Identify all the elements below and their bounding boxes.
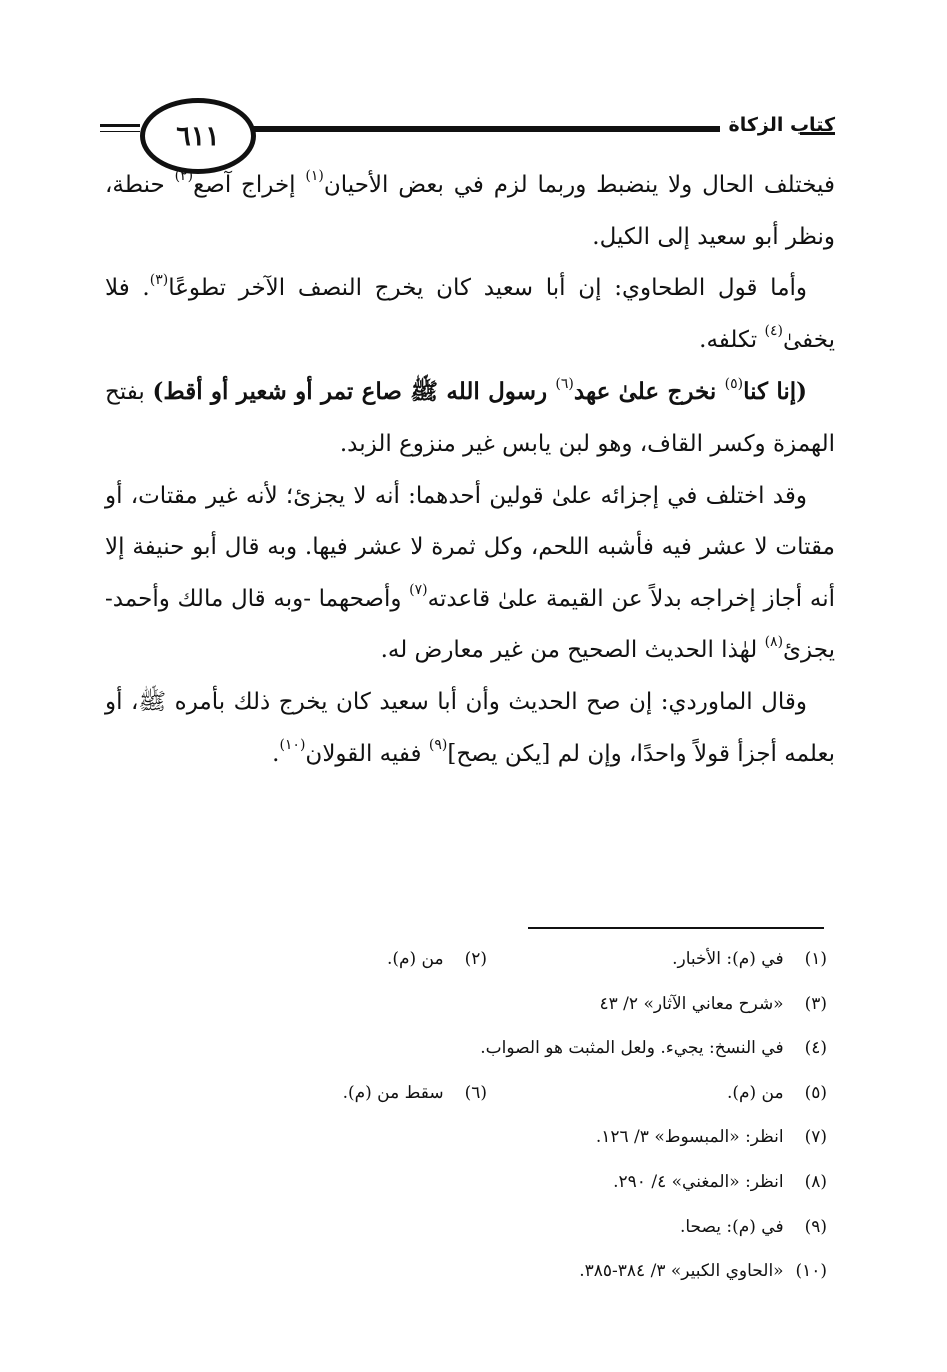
footnote-ref-4[interactable]: (٤) (764, 323, 783, 340)
footnote-ref-6[interactable]: (٦) (555, 375, 574, 392)
main-text (105, 160, 835, 780)
footnote-3: (٣) «شرح معاني الآثار» ٢/ ٤٣ (599, 993, 827, 1014)
footnote-ref-8[interactable]: (٨) (764, 633, 784, 650)
footnote-ref-7[interactable]: (٧) (409, 582, 428, 599)
footnote-7: (٧) انظر: «المبسوط» ٣/ ١٢٦. (595, 1127, 827, 1148)
footnote-row (105, 1071, 827, 1116)
footnote-ref-9[interactable]: (٩) (428, 736, 448, 753)
footnote-10: (١٠) «الحاوي الكبير» ٣/ ٣٨٤-٣٨٥. (579, 1261, 827, 1282)
footnotes (105, 937, 827, 1294)
footnote-1: (١) في (م): الأخبار. (672, 949, 827, 969)
footnote-9: (٩) في (م): يصحا. (679, 1216, 827, 1237)
header-rule-left (100, 124, 140, 127)
header-rule-right (250, 126, 720, 132)
paragraph-1: فيختلف الحال ولا ينضبط وربما لزم في بعض الأحيان$^{(١)}$ إخراج آصع$^{(٢)}$ حنطة، ونظر أبو سعيد إلى الكيل. (105, 168, 835, 250)
footnote-separator (528, 927, 824, 929)
running-title: كتاب الزكاة (728, 114, 835, 136)
footnote-6: (٦) سقط من (م). (342, 1082, 487, 1103)
footnote-ref-10[interactable]: (١٠) (279, 736, 306, 753)
footnote-2: (٢) من (م). (386, 949, 487, 969)
page-header (100, 98, 835, 168)
hadith-text-3: رسول الله ﷺ صاع تمر أو شعير أو أقط) (152, 378, 556, 406)
paragraph-5: وقال الماوردي: إن صح الحديث وأن أبا سعيد كان يخرج ذلك بأمره ﷺ، أو بعلمه أجزأ قولاً واحدًا، وإن لم [يكن يصح]$^{(٩)}$ ففيه القولان$^{(١٠)}$. (105, 688, 835, 767)
footnote-row (105, 937, 827, 982)
footnote-5: (٥) من (م). (726, 1082, 827, 1103)
footnote-ref-2[interactable]: (٢) (174, 168, 194, 185)
header-rule-left-thin (100, 131, 140, 132)
footnote-ref-3[interactable]: (٣) (149, 271, 169, 288)
footnote-4: (٤) في النسخ: يجيء. ولعل المثبت هو الصواب. (480, 1038, 827, 1059)
hadith-text-2: نخرج علىٰ عهد (573, 378, 725, 406)
footnote-ref-5[interactable]: (٥) (724, 375, 744, 392)
paragraph-2: وأما قول الطحاوي: إن أبا سعيد كان يخرج النصف الآخر تطوعًا$^{(٣)}$. فلا يخفىٰ$^{(٤)}$ تكلفه. (105, 271, 835, 353)
paragraph-4: وقد اختلف في إجزائه علىٰ قولين أحدهما: أنه لا يجزئ؛ لأنه غير مقتات، أو مقتات لا عشر فيه فأشبه اللحم، وكل ثمرة لا عشر فيها. وبه قال أبو حنيفة إلا أنه أجاز إخراجه بدلاً عن القيمة علىٰ قاعدته$^{(٧)}$ وأصحهما -وبه قال مالك وأحمد- يجزئ$^{(٨)}$ لهٰذا الحديث الصحيح من غير معارض له. (105, 482, 835, 664)
footnote-ref-1[interactable]: (١) (305, 168, 324, 185)
paragraph-3: (إنا كنا$^{(٥)}$ نخرج علىٰ عهد$^{(٦)}$ رسول الله ﷺ صاع تمر أو شعير أو أقط) بفتح الهمزة وكسر القاف، وهو لبن يابس غير منزوع الزبد. (105, 375, 835, 457)
hadith-text-1: (إنا كنا (743, 378, 808, 406)
page-number: ٦١١ (140, 98, 256, 174)
footnote-8: (٨) انظر: «المغني» ٤/ ٢٩٠. (613, 1171, 827, 1192)
